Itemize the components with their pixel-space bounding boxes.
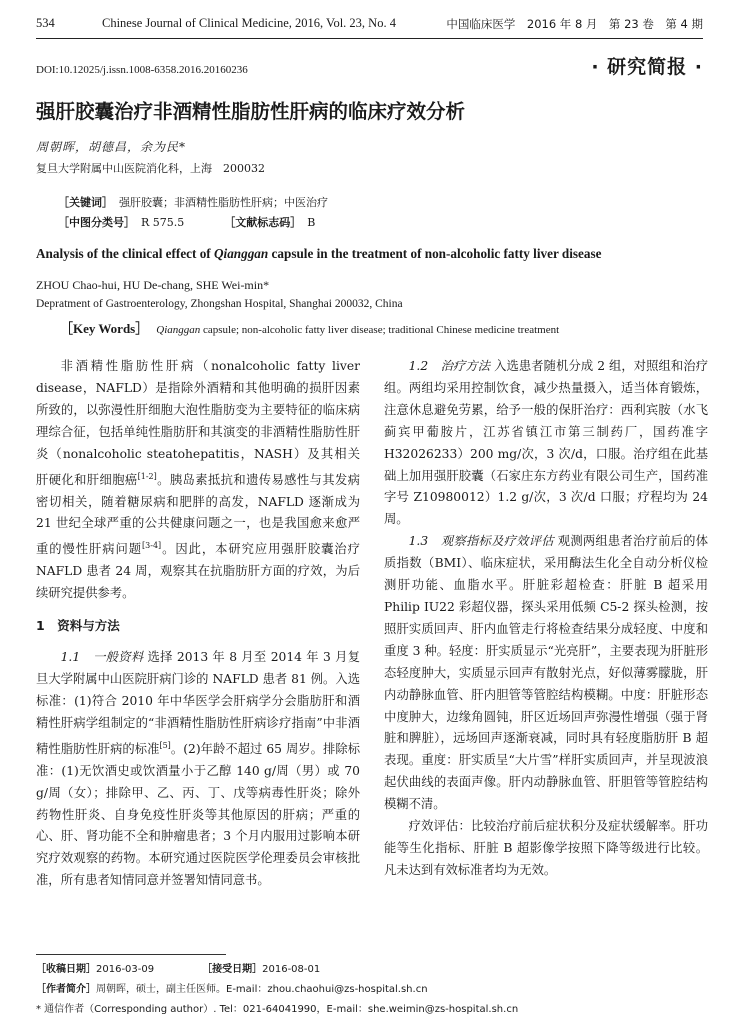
- doc-code-label: ［文献标志码］: [224, 216, 302, 229]
- keywords-value: 强肝胶囊；非酒精性脂肪性肝病；中医治疗: [119, 196, 328, 209]
- subsection-label: 1.1 一般资料: [60, 650, 144, 665]
- clc-label: ［中图分类号］: [58, 216, 135, 229]
- authors-cn: 周朝晖，胡德昌，余为民*: [36, 140, 187, 154]
- citation: [1-2]: [137, 471, 157, 481]
- keywords-en-label: ［Key Words］: [60, 321, 149, 336]
- intro-paragraph: 非酒精性脂肪性肝病（nonalcoholic fatty liver disease，NAFLD）是指除外酒精和其他明确的损肝因素所致的，以弥漫性肝细胞大泡性脂肪变为主要特征的临床病理综合征，包括单纯性脂肪肝和其演变的非酒精性脂肪性肝炎（nonalcoholic steatohepatitis，NASH）及其相关肝硬化和肝细胞癌[1-2]。胰岛素抵抗和遗传易感性与其发病密切相关，随着糖尿病和肥胖的高发，NAFLD 逐渐成为 21 世纪全球严重的公共健康问题之一，也是我国愈来愈严重的慢性肝病问题[3-4]。因此，本研究应用强肝胶囊治疗 NAFLD 患者 24 周，观察其在抗脂肪肝方面的疗效，为后续研究提供参考。: [36, 359, 360, 601]
- citation: [5]: [159, 740, 171, 750]
- keywords-label: ［关键词］: [58, 196, 113, 209]
- journal-name-cn: 中国临床医学 2016 年 8 月 第 23 卷 第 4 期: [446, 17, 703, 31]
- running-head: [36, 14, 703, 36]
- title-italic-term: Qianggan: [214, 246, 269, 261]
- article-title-cn: 强肝胶囊治疗非酒精性脂肪性肝病的临床疗效分析: [36, 100, 466, 123]
- footnote-author: ［作者简介］周朝晖，硕士，副主任医师。E-mail：zhou.chaohui@zs-hospital.sh.cn: [36, 984, 428, 995]
- citation: [3-4]: [142, 541, 162, 551]
- accepted-date: 2016-08-01: [262, 964, 321, 975]
- body-column-left: [36, 356, 360, 892]
- keywords-cn: [58, 194, 328, 210]
- affiliation-cn: 复旦大学附属中山医院消化科，上海 200032: [36, 162, 265, 175]
- footnote-correspondence: * 通信作者（Corresponding author）. Tel：021-64041990，E-mail：she.weimin@zs-hospital.sh.cn: [36, 1004, 519, 1015]
- article-title-en: Analysis of the clinical effect of Qianggan capsule in the treatment of non-alcoholic fatty liver disease: [36, 246, 602, 261]
- footnote-dates: ［收稿日期］2016-03-09 ［接受日期］2016-08-01: [36, 964, 321, 975]
- classification-line: [58, 214, 315, 230]
- paragraph-efficacy: 疗效评估：比较治疗前后症状积分及症状缓解率。肝功能等生化指标、肝脏 B 超影像学按照下降等级进行比较。凡未达到有效标准者均为无效。: [384, 819, 708, 877]
- doc-code-value: B: [307, 216, 316, 229]
- body-column-right: [384, 356, 708, 882]
- received-date: 2016-03-09: [96, 964, 155, 975]
- section-type: · 研究简报 ·: [591, 56, 703, 78]
- header-rule: [36, 38, 703, 39]
- keywords-en: ［Key Words］ Qianggan capsule; non-alcoholic fatty liver disease; traditional Chinese medicine treatment: [60, 321, 560, 336]
- footnote-rule: [36, 954, 226, 955]
- subsection-label: 1.2 治疗方法: [408, 359, 491, 373]
- authors-en: ZHOU Chao-hui, HU De-chang, SHE Wei-min*: [36, 278, 270, 292]
- paragraph-general-data: 1.1 一般资料 选择 2013 年 8 月至 2014 年 3 月复旦大学附属中山医院肝病门诊的 NAFLD 患者 81 例。入选标准：(1)符合 2010 年中华医学会肝病学分会脂肪肝和酒精性肝病学组制定的“非酒精性脂肪性肝病诊疗指南”中非酒精性脂肪性肝病的标准[5]。(2)年龄不超过 65 周岁。排除标准：(1)无饮酒史或饮酒量小于乙醇 140 g/周（男）或 70 g/周（女）；排除甲、乙、丙、丁、戊等病毒性肝炎；除外药物性肝炎、自身免疫性肝炎等其他原因的肝病；严重的心、肝、肾功能不全和肿瘤患者；3 个月内服用过影响本研究疗效观察的药物。本研究通过医院医学伦理委员会审核批准，所有患者知情同意并签署知情同意书。: [36, 650, 360, 888]
- journal-name-en: Chinese Journal of Clinical Medicine, 2016, Vol. 23, No. 4: [102, 16, 396, 30]
- subsection-label: 1.3 观察指标及疗效评估: [408, 534, 554, 549]
- section-heading: 1 资料与方法: [36, 618, 120, 634]
- page-number: 534: [36, 16, 55, 30]
- paragraph-treatment: 1.2 治疗方法 入选患者随机分成 2 组，对照组和治疗组。两组均采用控制饮食，减少热量摄入，适当体育锻炼，注意休息避免劳累，给予一般的保肝治疗：西利宾胺（水飞蓟宾甲葡胺片，江苏省镇江市第三制药厂，国药准字 H32026233）200 mg/次，3 次/d，口服。治疗组在此基础上加用强肝胶囊（石家庄东方药业有限公司生产，国药准字号 Z10980012）1.2 g/次，3 次/d 口服；疗程均为 24 周。: [384, 359, 708, 527]
- paragraph-observation: 1.3 观察指标及疗效评估 观测两组患者治疗前后的体质指数（BMI）、临床症状，采用酶法生化全自动分析仪检测肝功能、血脂水平。肝脏彩超检查：肝脏 B 超采用 Philip IU22 彩超仪器，探头采用低频 C5-2 探头检测，按照肝实质回声、肝内血管走行将检查结果分成轻度、中度和重度 3 种。轻度：肝实质显示“光亮肝”，主要表现为肝脏形态轻度肿大，实质显示回声有散射光点，好似薄雾朦胧，肝内动静脉血管、肝内胆管等管腔结构模糊。中度：肝脏形态中度肿大，边缘角圆钝，肝区近场回声弥漫性增强（强于肾脏和脾脏），远场回声逐渐衰减，同时具有轻度脂肪肝 B 超表现。重度：肝实质呈“大片雪”样肝实质回声，并呈现波浪起伏曲线的表面声像。肝内动静脉血管、肝胆管等管腔结构模糊不清。: [384, 534, 708, 812]
- clc-value: R 575.5: [141, 216, 185, 229]
- affiliation-en: Depratment of Gastroenterology, Zhongshan Hospital, Shanghai 200032, China: [36, 298, 403, 310]
- doi: DOI:10.12025/j.issn.1008-6358.2016.20160236: [36, 64, 248, 76]
